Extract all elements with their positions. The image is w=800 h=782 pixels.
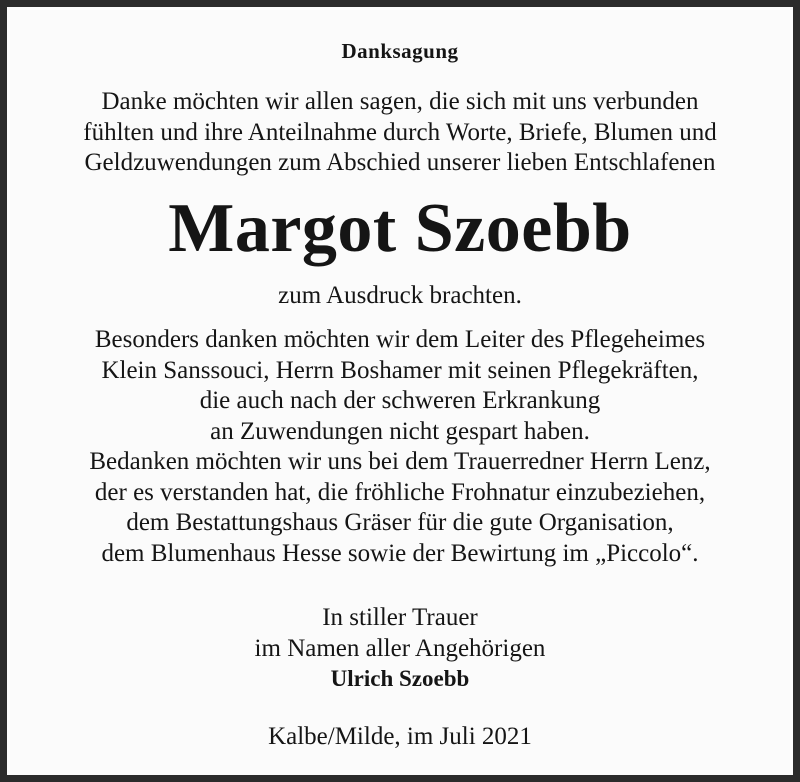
thanks-line: Klein Sanssouci, Herrn Boshamer mit seinen Pflegekräften, bbox=[101, 356, 699, 384]
thanks-line: dem Bestattungshaus Gräser für die gute Organisation, bbox=[126, 509, 674, 536]
mourning-line: im Namen aller Angehörigen bbox=[254, 634, 546, 662]
thanks-line: Besonders danken möchten wir dem Leiter des Pflegeheimes bbox=[94, 326, 706, 353]
notice-heading: Danksagung bbox=[341, 39, 459, 63]
place-date: Kalbe/Milde, im Juli 2021 bbox=[268, 723, 532, 750]
intro-line: Geldzuwendungen zum Abschied unserer lieben Entschlafenen bbox=[84, 149, 716, 176]
thanks-line: die auch nach der schweren Erkrankung bbox=[199, 387, 601, 414]
mourning-signature bbox=[7, 603, 793, 695]
thanks-line: an Zuwendungen nicht gespart haben. bbox=[210, 417, 590, 445]
mourning-line: In stiller Trauer bbox=[322, 604, 478, 631]
deceased-name: Margot Szoebb bbox=[168, 190, 632, 267]
intro-line: Danke möchten wir allen sagen, die sich mit uns verbunden bbox=[101, 88, 699, 115]
thanks-line: der es verstanden hat, die fröhliche Frohnatur einzubeziehen, bbox=[94, 478, 706, 506]
thanks-line: Bedanken möchten wir uns bei dem Trauerredner Herrn Lenz, bbox=[89, 448, 711, 475]
after-name-text: zum Ausdruck brachten. bbox=[278, 282, 522, 309]
thanks-line: dem Blumenhaus Hesse sowie der Bewirtung im „Piccolo“. bbox=[101, 539, 699, 567]
signer-name: Ulrich Szoebb bbox=[330, 666, 470, 691]
intro-line: fühlten und ihre Anteilnahme durch Worte, Briefe, Blumen und bbox=[83, 118, 717, 146]
thanks-paragraph bbox=[7, 325, 793, 569]
intro-paragraph bbox=[7, 87, 793, 179]
